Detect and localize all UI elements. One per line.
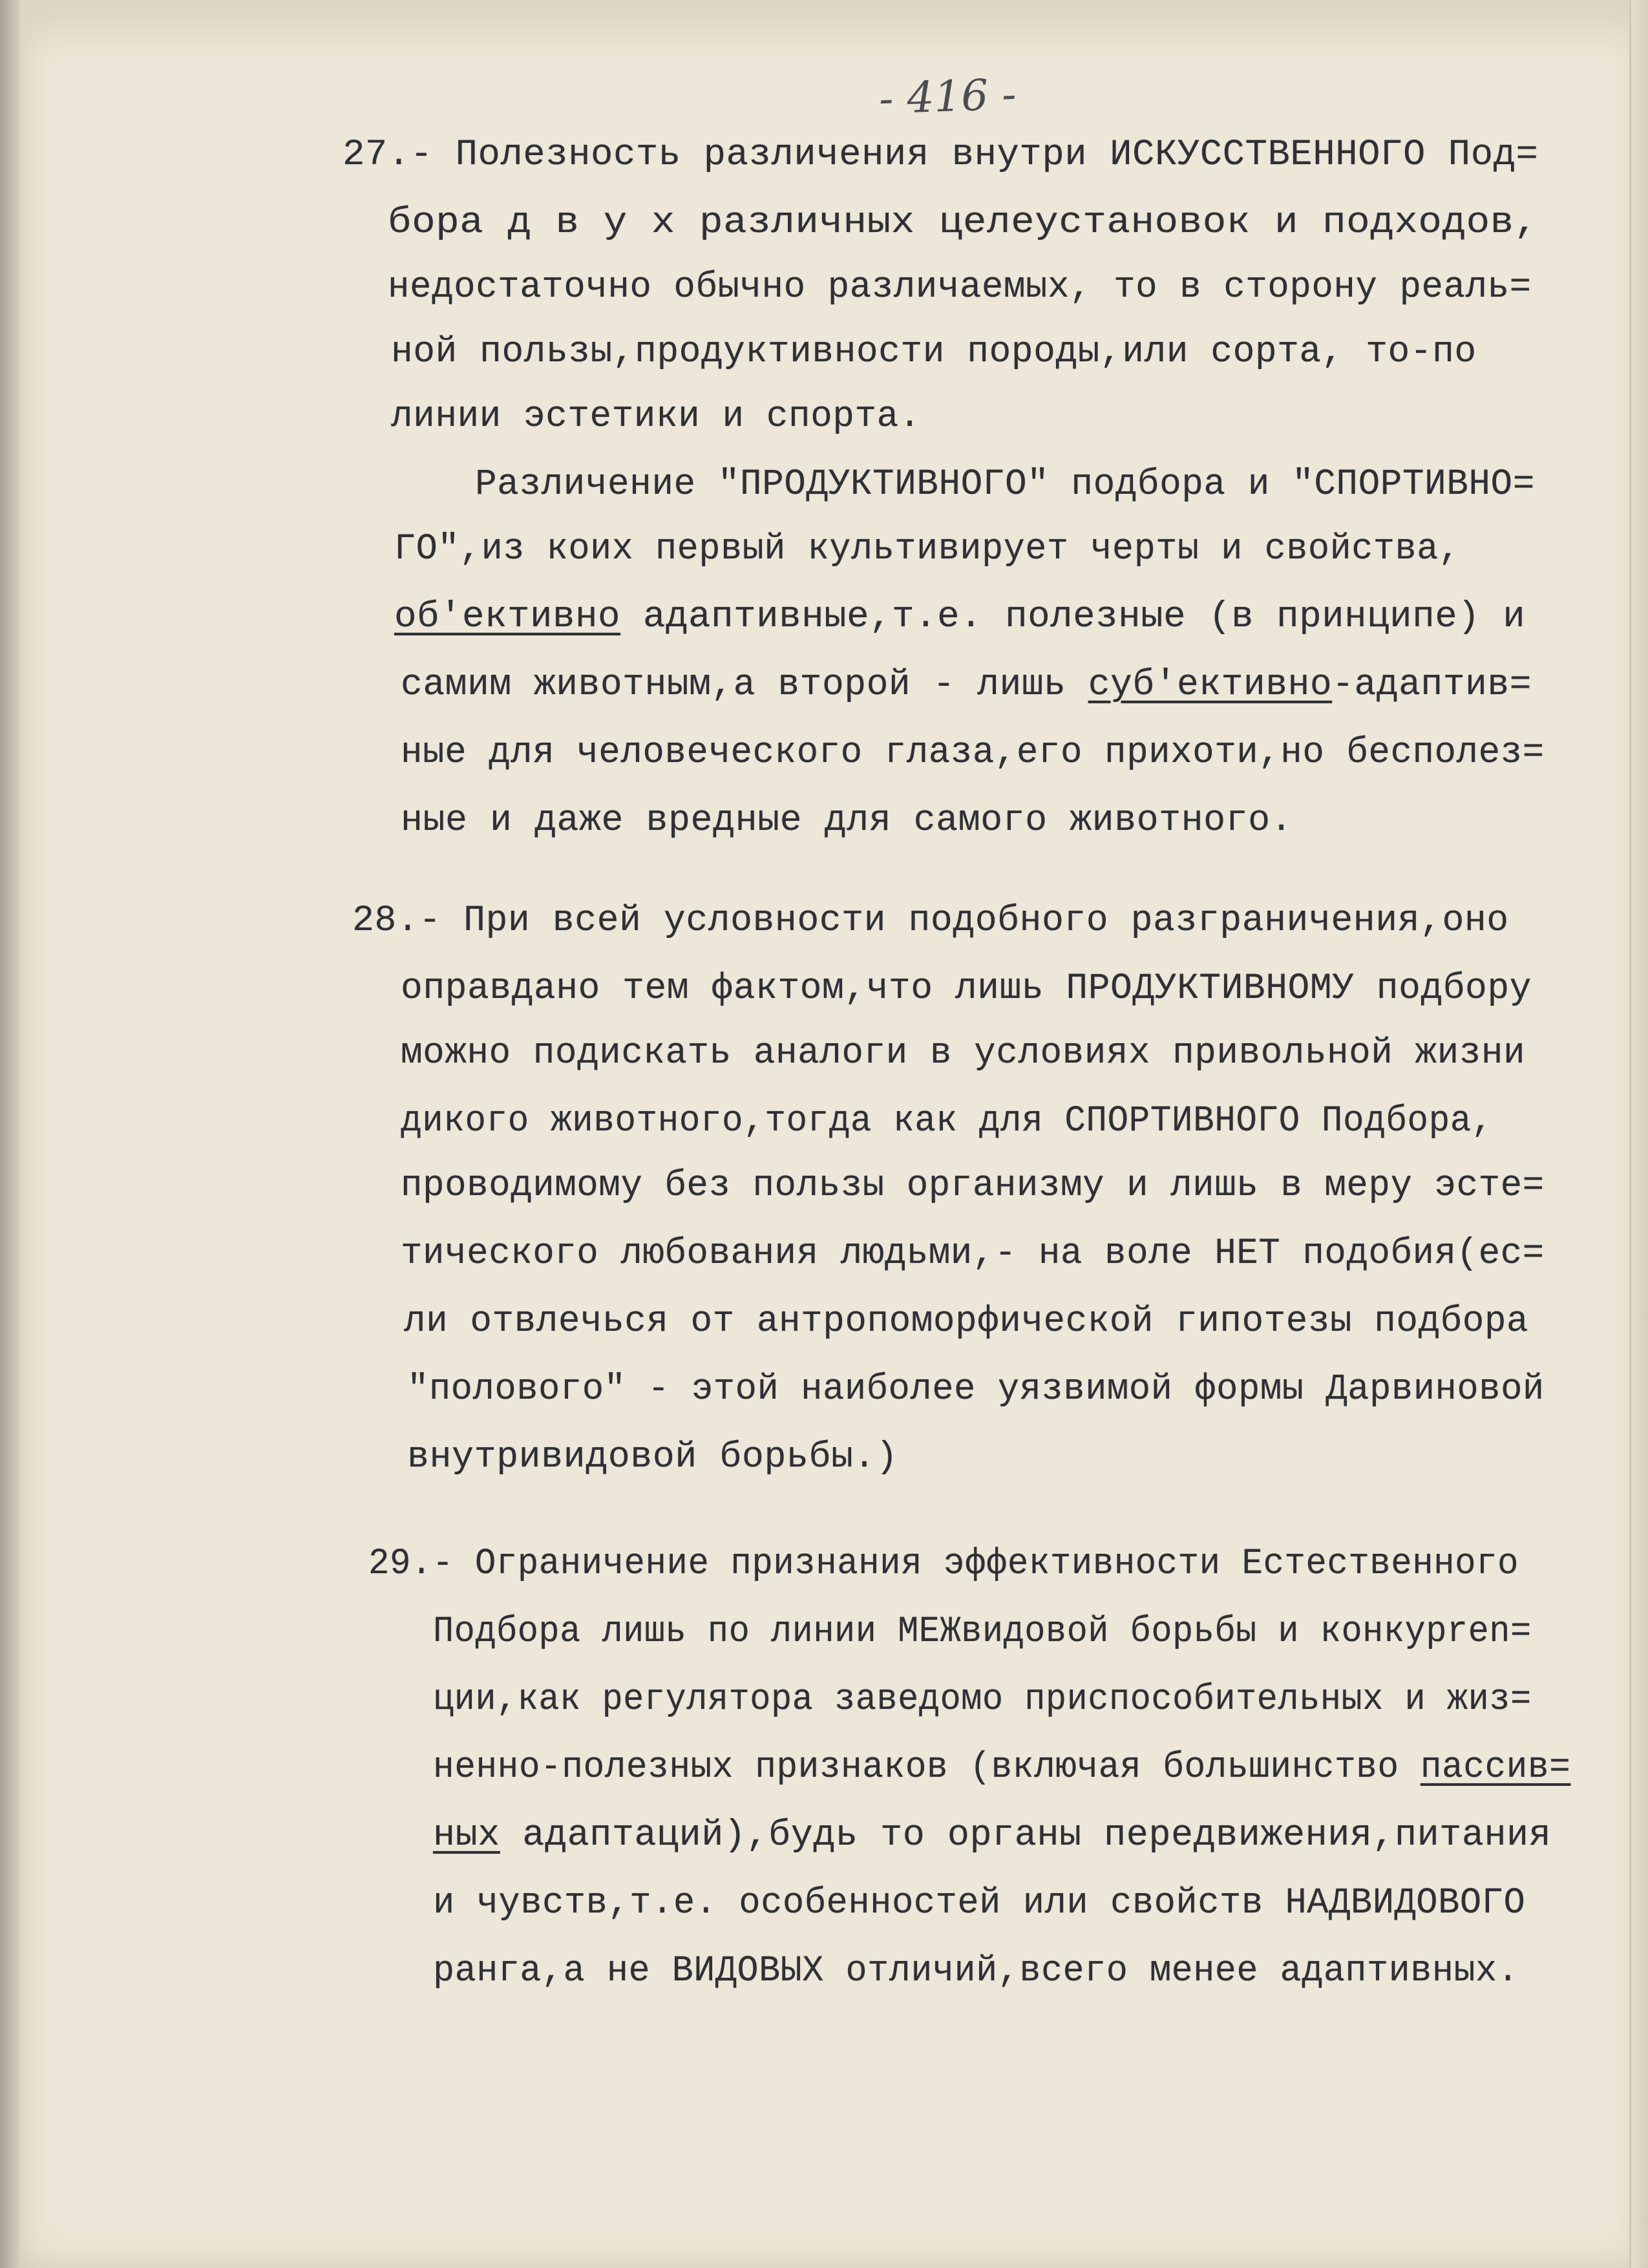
underlined-word-passive: пассив=	[1420, 1747, 1571, 1788]
item-28-line-9: внутривидовой борьбы.)	[407, 1437, 898, 1478]
item-27-line-1: 27.- Полезность различения внутри ИСКУССТВЕННОГО Под=	[343, 134, 1539, 176]
scan-background-strip	[0, 0, 19, 2268]
handwritten-page-number: - 416 -	[878, 69, 1017, 124]
item-29-line-1: 29.- Ограничение признания эффективности Естественного	[368, 1543, 1519, 1585]
item-29-line-2: Подбора лишь по линии МЕЖвидовой борьбы и конкурren=	[433, 1611, 1532, 1653]
item-27-line-4: ной пользы,продуктивности породы,или сорта, то-по	[391, 332, 1477, 373]
item-27-line-5: линии эстетики и спорта.	[391, 396, 921, 438]
distinction-line-6: ные и даже вредные для самого животного.	[401, 800, 1293, 842]
paper-right-edge	[1629, 0, 1648, 2268]
item-28-line-7: ли отвлечься от антропоморфической гипотезы подбора	[404, 1301, 1529, 1342]
item-29-line-5: ных адаптаций),будь то органы передвижения,питания	[433, 1815, 1552, 1856]
distinction-line-5: ные для человеческого глаза,его прихоти,но бесполез=	[401, 732, 1545, 774]
item-29-line-7: ранга,а не ВИДОВЫХ отличий,всего менее адаптивных.	[433, 1951, 1519, 1992]
item-29-line-3: ции,как регулятора заведомо приспособительных и жиз=	[433, 1679, 1532, 1721]
item-28-line-3: можно подискать аналоги в условиях привольной жизни	[401, 1033, 1526, 1074]
typewritten-page	[19, 0, 1648, 2268]
item-28-line-1: 28.- При всей условности подобного разграничения,оно	[352, 900, 1509, 942]
paper-fold-shadow	[19, 0, 1648, 61]
item-28-line-4: дикого животного,тогда как для СПОРТИВНОГО Подбора,	[401, 1101, 1493, 1142]
distinction-line-2: ГО",из коих первый культивирует черты и свойства,	[394, 529, 1461, 570]
item-29-line-6: и чувств,т.е. особенностей или свойств НАДВИДОВОГО	[433, 1883, 1526, 1924]
item-27-line-3: недостаточно обычно различаемых, то в сторону реаль=	[388, 267, 1532, 308]
underlined-word-subjective: суб'ективно	[1088, 664, 1333, 706]
item-27-line-2: бора д в у х различных целеустановок и подходов,	[388, 202, 1538, 244]
distinction-line-1: Различение "ПРОДУКТИВНОГО" подбора и "СПОРТИВНО=	[475, 464, 1535, 505]
underlined-word-objective: об'ективно	[394, 597, 621, 638]
item-28-line-2: оправдано тем фактом,что лишь ПРОДУКТИВНОМУ подбору	[401, 968, 1532, 1010]
underlined-word-nyh: ных	[433, 1815, 500, 1856]
item-28-line-8: "полового" - этой наиболее уязвимой формы Дарвиновой	[407, 1369, 1545, 1410]
item-29-line-4: ненно-полезных признаков (включая большинство пассив=	[433, 1747, 1571, 1788]
distinction-line-3: об'ективно адаптивные,т.е. полезные (в принципе) и	[394, 597, 1526, 638]
distinction-line-4: самим животным,а второй - лишь суб'ективно-адаптив=	[401, 664, 1532, 706]
item-28-line-5: проводимому без пользы организму и лишь в меру эсте=	[401, 1165, 1545, 1207]
item-28-line-6: тического любования людьми,- на воле НЕТ подобия(ес=	[401, 1233, 1545, 1275]
